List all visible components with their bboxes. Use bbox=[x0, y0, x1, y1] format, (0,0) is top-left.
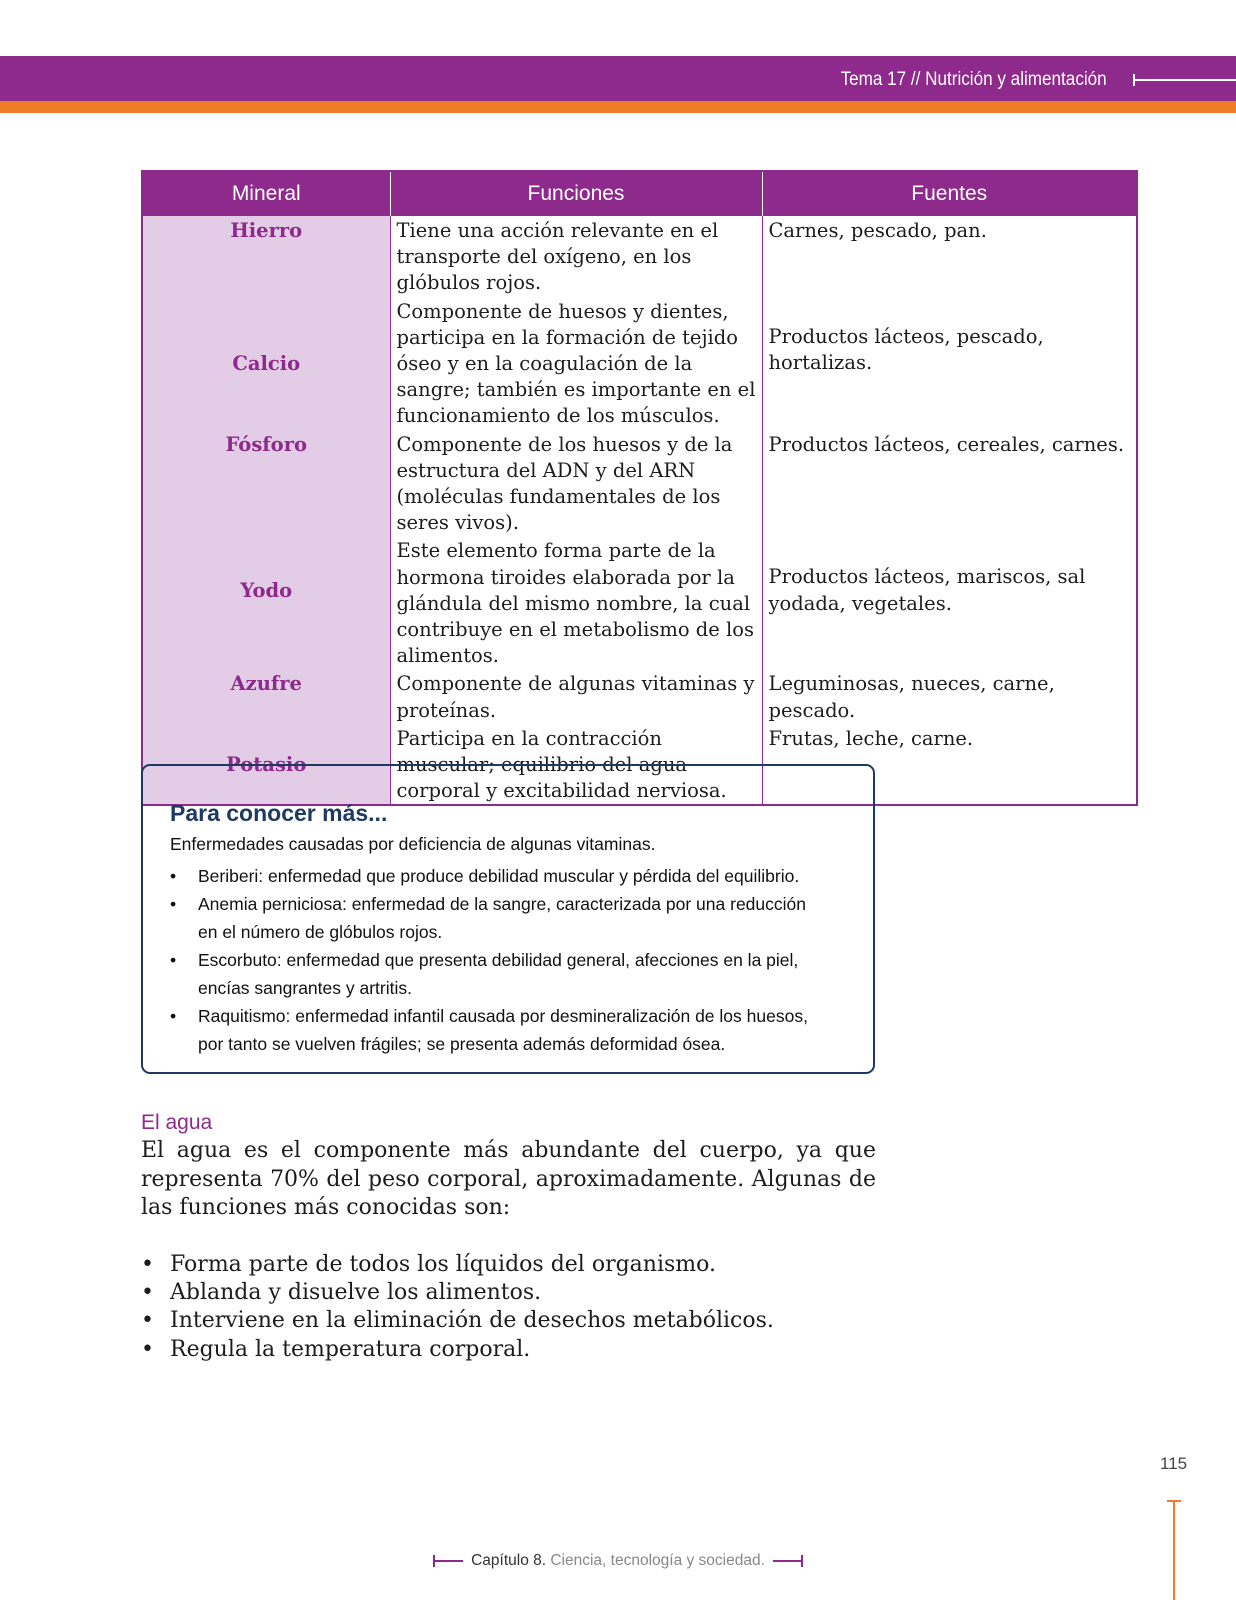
side-rule bbox=[1173, 1501, 1175, 1600]
mineral-sources: Productos lácteos, mariscos, sal yodada, vegetales. bbox=[762, 536, 1137, 669]
list-item bbox=[170, 890, 830, 946]
mineral-name: Fósforo bbox=[142, 430, 390, 537]
list-item-text: Interviene en la eliminación de desechos metabólicos. bbox=[170, 1308, 774, 1334]
chapter-label: Capítulo 8. bbox=[471, 1552, 547, 1569]
footer-rule-right bbox=[773, 1560, 803, 1562]
list-item-text: Forma parte de todos los líquidos del organismo. bbox=[170, 1252, 716, 1277]
info-box-title: Para conocer más... bbox=[170, 800, 388, 826]
list-item-text: Raquitismo: enfermedad infantil causada por desmineralización de los huesos, por tanto se vuelven frágiles; se presenta además deformidad ósea. bbox=[198, 1006, 808, 1054]
mineral-sources: Carnes, pescado, pan. bbox=[762, 216, 1137, 297]
list-item-text: Regula la temperatura corporal. bbox=[170, 1336, 531, 1362]
info-box bbox=[141, 764, 875, 1074]
mineral-functions: Componente de los huesos y de la estructura del ADN y del ARN (moléculas fundamentales de los seres vivos). bbox=[390, 430, 762, 537]
table-row bbox=[142, 216, 1137, 297]
list-item bbox=[141, 1336, 774, 1364]
mineral-functions: Participa en la contracción muscular; equilibrio del agua corporal y excitabilidad nerviosa. bbox=[390, 724, 762, 806]
mineral-sources: Productos lácteos, cereales, carnes. bbox=[762, 430, 1137, 537]
bullet-icon: • bbox=[170, 1006, 177, 1026]
table-row bbox=[142, 297, 1137, 430]
section-paragraph: El agua es el componente más abundante del cuerpo, ya que representa 70% del peso corporal, aproximadamente. Algunas de las funciones más conocidas son: bbox=[141, 1138, 876, 1220]
mineral-name: Potasio bbox=[142, 724, 390, 806]
list-item bbox=[141, 1307, 774, 1335]
bullet-icon: • bbox=[170, 894, 177, 914]
bullet-icon: • bbox=[170, 866, 177, 886]
chapter-subtitle: Ciencia, tecnología y sociedad. bbox=[550, 1552, 765, 1569]
list-item bbox=[141, 1279, 774, 1307]
list-item bbox=[141, 1251, 774, 1279]
list-item bbox=[170, 862, 830, 890]
mineral-name: Hierro bbox=[142, 216, 390, 297]
water-functions-list bbox=[141, 1251, 774, 1364]
footer-rule-left bbox=[433, 1560, 463, 1562]
header-accent-stripe bbox=[0, 101, 1236, 113]
deficiency-list bbox=[170, 862, 830, 1058]
topic-title: Tema 17 // Nutrición y alimentación bbox=[840, 69, 1107, 90]
mineral-name: Yodo bbox=[142, 536, 390, 669]
page-footer bbox=[0, 1552, 1236, 1570]
mineral-sources: Leguminosas, nueces, carne, pescado. bbox=[762, 669, 1137, 723]
section-heading: El agua bbox=[141, 1111, 213, 1134]
mineral-functions: Componente de huesos y dientes, participa en la formación de tejido óseo y en la coagulación de la sangre; también es importante en el funcionamiento de los músculos. bbox=[390, 297, 762, 430]
mineral-name: Azufre bbox=[142, 669, 390, 723]
table-header-row bbox=[142, 171, 1137, 216]
list-item-text: Beriberi: enfermedad que produce debilidad muscular y pérdida del equilibrio. bbox=[198, 866, 800, 886]
page-number: 115 bbox=[1160, 1454, 1188, 1473]
list-item bbox=[170, 1002, 830, 1058]
table-row bbox=[142, 669, 1137, 723]
mineral-functions: Tiene una acción relevante en el transporte del oxígeno, en los glóbulos rojos. bbox=[390, 216, 762, 297]
list-item-text: Escorbuto: enfermedad que presenta debilidad general, afecciones en la piel, encías sangrantes y artritis. bbox=[198, 950, 799, 998]
bullet-icon: • bbox=[141, 1308, 154, 1334]
column-header-fuentes: Fuentes bbox=[762, 171, 1137, 216]
bullet-icon: • bbox=[141, 1252, 154, 1277]
list-item-text: Anemia perniciosa: enfermedad de la sangre, caracterizada por una reducción en el número de glóbulos rojos. bbox=[198, 894, 806, 942]
table-row bbox=[142, 536, 1137, 669]
minerals-table bbox=[141, 170, 1138, 806]
column-header-funciones: Funciones bbox=[390, 171, 762, 216]
list-item bbox=[170, 946, 830, 1002]
header-rule bbox=[1133, 79, 1236, 81]
info-box-intro: Enfermedades causadas por deficiencia de algunas vitaminas. bbox=[170, 834, 656, 854]
mineral-sources: Frutas, leche, carne. bbox=[762, 724, 1137, 806]
bullet-icon: • bbox=[141, 1336, 154, 1362]
list-item-text: Ablanda y disuelve los alimentos. bbox=[170, 1280, 542, 1306]
mineral-name: Calcio bbox=[142, 297, 390, 430]
bullet-icon: • bbox=[141, 1280, 154, 1306]
bullet-icon: • bbox=[170, 950, 177, 970]
mineral-functions: Componente de algunas vitaminas y proteínas. bbox=[390, 669, 762, 723]
mineral-sources: Productos lácteos, pescado, hortalizas. bbox=[762, 297, 1137, 430]
table-row bbox=[142, 430, 1137, 537]
mineral-functions: Este elemento forma parte de la hormona tiroides elaborada por la glándula del mismo nombre, la cual contribuye en el metabolismo de los alimentos. bbox=[390, 536, 762, 669]
column-header-mineral: Mineral bbox=[142, 171, 390, 216]
